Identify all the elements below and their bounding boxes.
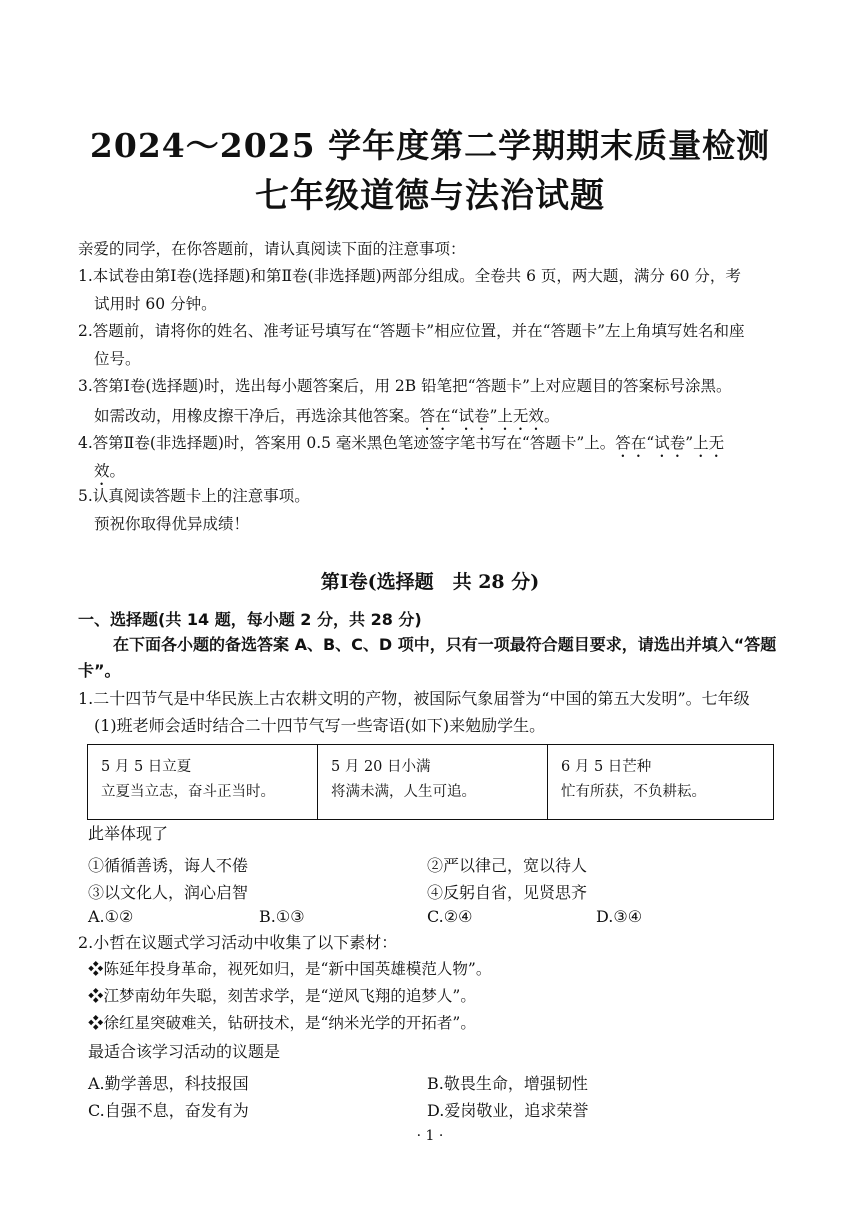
notice-item-4-cont <box>94 462 125 489</box>
cell-date: 5 月 5 日立夏 <box>101 759 192 775</box>
table-cell <box>318 745 548 820</box>
q1-question: 此举体现了 <box>88 824 169 843</box>
notice-item-2-cont: 位号。 <box>94 350 141 368</box>
notice-item-3-cont <box>94 407 559 434</box>
notice-item-5: 5.认真阅读答题卡上的注意事项。 <box>78 487 310 505</box>
q1-choice-2: ②严以律己，宽以待人 <box>427 856 588 875</box>
table-cell <box>548 745 774 820</box>
notice-item-4-end: 。 <box>109 462 126 480</box>
q1-option-b: B.①③ <box>259 907 305 926</box>
q2-item-1: ❖陈延年投身革命，视死如归，是“新中国英雄模范人物”。 <box>88 960 492 978</box>
notice-item-4-emphasis-cont: 效 <box>94 462 110 480</box>
notice-item-3-end: 。 <box>543 407 560 425</box>
exam-title: 2024～2025 学年度第二学期期末质量检测 <box>89 126 771 165</box>
notice-item-3-emphasis: 答在“试卷”上无效 <box>419 407 544 425</box>
notice-item-1-cont: 试用时 60 分钟。 <box>94 295 217 313</box>
cell-date: 6 月 5 日芒种 <box>561 759 652 775</box>
instruction-cont: 卡”。 <box>78 661 121 680</box>
q2-option-a: A.勤学善思，科技报国 <box>88 1074 249 1093</box>
q2-option-c: C.自强不息，奋发有为 <box>88 1101 249 1120</box>
q2-option-d: D.爱岗敬业，追求荣誉 <box>427 1101 589 1120</box>
notice-wish: 预祝你取得优异成绩！ <box>94 515 250 533</box>
q1-stem-cont: (1)班老师会适时结合二十四节气写一些寄语(如下)来勉励学生。 <box>94 716 546 735</box>
q2-item-2: ❖江梦南幼年失聪，刻苦求学，是“逆风飞翔的追梦人”。 <box>88 987 476 1005</box>
notice-item-2: 2.答题前，请将你的姓名、准考证号填写在“答题卡”相应位置，并在“答题卡”左上角填写姓名和座 <box>78 322 745 340</box>
table-cell <box>88 745 318 820</box>
q1-solar-term-table <box>87 744 774 820</box>
q2-stem: 2.小哲在议题式学习活动中收集了以下素材： <box>78 933 398 952</box>
notice-item-4-plain: 4.答第Ⅱ卷(非选择题)时，答案用 0.5 毫米黑色笔迹签字笔书写在“答题卡”上。 <box>78 434 616 452</box>
notice-intro: 亲爱的同学，在你答题前，请认真阅读下面的注意事项： <box>78 240 466 258</box>
section-title: 第Ⅰ卷(选择题 共 28 分) <box>320 571 540 593</box>
exam-subtitle: 七年级道德与法治试题 <box>255 176 605 216</box>
q1-choice-1: ①循循善诱，诲人不倦 <box>88 856 249 875</box>
q1-choice-3: ③以文化人，润心启智 <box>88 883 249 902</box>
q2-option-b: B.敬畏生命，增强韧性 <box>427 1074 588 1093</box>
notice-item-3-plain: 如需改动，用橡皮擦干净后，再选涂其他答案。 <box>94 407 420 425</box>
cell-text: 忙有所获，不负耕耘。 <box>561 784 706 800</box>
part-heading: 一、选择题(共 14 题，每小题 2 分，共 28 分) <box>78 610 422 629</box>
notice-item-4 <box>78 434 724 461</box>
instruction: 在下面各小题的备选答案 A、B、C、D 项中，只有一项最符合题目要求，请选出并填入“答题 <box>113 635 777 654</box>
q2-question: 最适合该学习活动的议题是 <box>88 1042 281 1061</box>
cell-date: 5 月 20 日小满 <box>331 759 431 775</box>
q2-item-3: ❖徐红星突破难关，钻研技术，是“纳米光学的开拓者”。 <box>88 1014 476 1032</box>
q1-choice-4: ④反躬自省，见贤思齐 <box>427 883 588 902</box>
notice-item-4-emphasis: 答在“试卷”上无 <box>615 434 725 452</box>
notice-item-1: 1.本试卷由第Ⅰ卷(选择题)和第Ⅱ卷(非选择题)两部分组成。全卷共 6 页，两大题，满分 60 分，考 <box>78 267 741 285</box>
q1-option-d: D.③④ <box>596 907 643 926</box>
cell-text: 立夏当立志，奋斗正当时。 <box>101 784 275 800</box>
q1-stem: 1.二十四节气是中华民族上古农耕文明的产物，被国际气象届誉为“中国的第五大发明”。七年级 <box>78 689 750 708</box>
notice-item-3: 3.答第Ⅰ卷(选择题)时，选出每小题答案后，用 2B 铅笔把“答题卡”上对应题目的答案标号涂黑。 <box>78 377 732 395</box>
cell-text: 将满未满，人生可追。 <box>331 784 476 800</box>
q1-option-a: A.①② <box>88 907 134 926</box>
table-row <box>88 745 774 820</box>
page-number: · 1 · <box>416 1128 444 1144</box>
q1-option-c: C.②④ <box>427 907 473 926</box>
